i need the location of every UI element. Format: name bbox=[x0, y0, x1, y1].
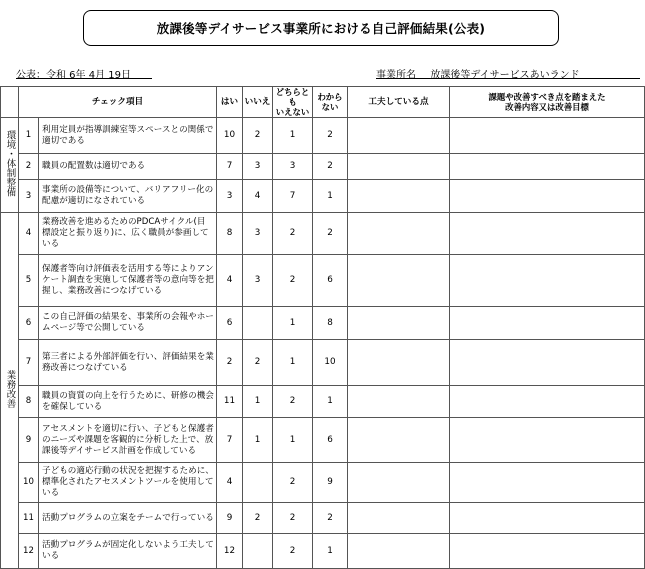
count-no: 2 bbox=[243, 503, 273, 534]
check-item-text: 子どもの適応行動の状況を把握するために、標準化されたアセスメントツールを使用している bbox=[39, 463, 217, 503]
table-header-row bbox=[1, 87, 645, 118]
count-yes: 2 bbox=[217, 340, 243, 386]
count-yes: 4 bbox=[217, 463, 243, 503]
count-unknown: 2 bbox=[313, 154, 348, 180]
count-unknown: 1 bbox=[313, 180, 348, 213]
count-no: 3 bbox=[243, 213, 273, 255]
item-number: 8 bbox=[19, 386, 39, 418]
count-neither: 2 bbox=[273, 255, 313, 307]
item-number: 11 bbox=[19, 503, 39, 534]
count-no: 4 bbox=[243, 180, 273, 213]
count-yes: 9 bbox=[217, 503, 243, 534]
table-row bbox=[1, 340, 645, 386]
count-yes: 12 bbox=[217, 534, 243, 569]
count-yes: 8 bbox=[217, 213, 243, 255]
check-item-text: アセスメントを適切に行い、子どもと保護者のニーズや課題を客観的に分析した上で、放課後等デイサービス計画を作成している bbox=[39, 418, 217, 463]
efforts-cell bbox=[348, 154, 450, 180]
table-row bbox=[1, 255, 645, 307]
category-text: 環境・体制整備 bbox=[4, 129, 16, 197]
category-label bbox=[1, 213, 19, 569]
count-neither: 2 bbox=[273, 386, 313, 418]
table-row bbox=[1, 418, 645, 463]
count-unknown: 6 bbox=[313, 418, 348, 463]
category-label bbox=[1, 118, 19, 213]
header-no: いいえ bbox=[243, 87, 273, 118]
check-item-text: 第三者による外部評価を行い、評価結果を業務改善につなげている bbox=[39, 340, 217, 386]
check-item-text: 職員の資質の向上を行うために、研修の機会を確保している bbox=[39, 386, 217, 418]
efforts-cell bbox=[348, 180, 450, 213]
facility-label: 事業所名 bbox=[376, 70, 416, 81]
header-blank bbox=[1, 87, 19, 118]
published-underline bbox=[16, 78, 152, 79]
table-row bbox=[1, 213, 645, 255]
item-number: 9 bbox=[19, 418, 39, 463]
count-unknown: 6 bbox=[313, 255, 348, 307]
header-issues: 課題や改善すべき点を踏まえた 改善内容又は改善目標 bbox=[450, 87, 645, 118]
count-yes: 7 bbox=[217, 154, 243, 180]
header-check-item: チェック項目 bbox=[19, 87, 217, 118]
check-item-text: 職員の配置数は適切である bbox=[39, 154, 217, 180]
item-number: 7 bbox=[19, 340, 39, 386]
count-neither: 1 bbox=[273, 340, 313, 386]
count-no: 1 bbox=[243, 386, 273, 418]
check-item-text: この自己評価の結果を、事業所の会報やホームページ等で公開している bbox=[39, 307, 217, 340]
issues-cell bbox=[450, 154, 645, 180]
count-neither: 1 bbox=[273, 118, 313, 154]
table-row bbox=[1, 307, 645, 340]
count-no: 2 bbox=[243, 118, 273, 154]
table-row bbox=[1, 154, 645, 180]
table-row bbox=[1, 180, 645, 213]
header-neither: どちらとも いえない bbox=[273, 87, 313, 118]
facility-name: 放課後等デイサービスあいランド bbox=[430, 70, 580, 81]
efforts-cell bbox=[348, 503, 450, 534]
count-no bbox=[243, 534, 273, 569]
efforts-cell bbox=[348, 534, 450, 569]
count-unknown: 8 bbox=[313, 307, 348, 340]
item-number: 1 bbox=[19, 118, 39, 154]
count-unknown: 9 bbox=[313, 463, 348, 503]
count-neither: 2 bbox=[273, 463, 313, 503]
count-neither: 1 bbox=[273, 307, 313, 340]
efforts-cell bbox=[348, 255, 450, 307]
count-no bbox=[243, 307, 273, 340]
issues-cell bbox=[450, 118, 645, 154]
table-row bbox=[1, 386, 645, 418]
item-number: 5 bbox=[19, 255, 39, 307]
count-no: 1 bbox=[243, 418, 273, 463]
issues-cell bbox=[450, 534, 645, 569]
efforts-cell bbox=[348, 213, 450, 255]
count-no: 2 bbox=[243, 340, 273, 386]
count-yes: 11 bbox=[217, 386, 243, 418]
issues-cell bbox=[450, 418, 645, 463]
count-neither: 2 bbox=[273, 534, 313, 569]
header-unknown: わから ない bbox=[313, 87, 348, 118]
item-number: 10 bbox=[19, 463, 39, 503]
count-yes: 6 bbox=[217, 307, 243, 340]
issues-cell bbox=[450, 503, 645, 534]
count-unknown: 10 bbox=[313, 340, 348, 386]
count-no bbox=[243, 463, 273, 503]
count-neither: 1 bbox=[273, 418, 313, 463]
count-unknown: 2 bbox=[313, 213, 348, 255]
issues-cell bbox=[450, 386, 645, 418]
efforts-cell bbox=[348, 307, 450, 340]
count-yes: 7 bbox=[217, 418, 243, 463]
item-number: 4 bbox=[19, 213, 39, 255]
count-neither: 2 bbox=[273, 213, 313, 255]
count-no: 3 bbox=[243, 154, 273, 180]
efforts-cell bbox=[348, 463, 450, 503]
table-row bbox=[1, 534, 645, 569]
efforts-cell bbox=[348, 418, 450, 463]
issues-cell bbox=[450, 463, 645, 503]
count-unknown: 1 bbox=[313, 386, 348, 418]
count-neither: 7 bbox=[273, 180, 313, 213]
count-unknown: 1 bbox=[313, 534, 348, 569]
issues-cell bbox=[450, 213, 645, 255]
count-no: 3 bbox=[243, 255, 273, 307]
category-text: 業務改善 bbox=[4, 369, 16, 408]
item-number: 2 bbox=[19, 154, 39, 180]
table-row bbox=[1, 463, 645, 503]
check-item-text: 利用定員が指導訓練室等スペースとの関係で適切である bbox=[39, 118, 217, 154]
page-title-box bbox=[83, 10, 559, 46]
item-number: 6 bbox=[19, 307, 39, 340]
count-unknown: 2 bbox=[313, 118, 348, 154]
published-date: 公表：令和 6年 4月 19日 bbox=[16, 70, 131, 81]
count-yes: 4 bbox=[217, 255, 243, 307]
table-row bbox=[1, 503, 645, 534]
page-title: 放課後等デイサービス事業所における自己評価結果(公表) bbox=[156, 21, 486, 36]
count-neither: 2 bbox=[273, 503, 313, 534]
check-item-text: 活動プログラムが固定化しないよう工夫している bbox=[39, 534, 217, 569]
header-yes: はい bbox=[217, 87, 243, 118]
count-yes: 3 bbox=[217, 180, 243, 213]
table-row bbox=[1, 118, 645, 154]
issues-cell bbox=[450, 340, 645, 386]
issues-cell bbox=[450, 307, 645, 340]
count-unknown: 2 bbox=[313, 503, 348, 534]
check-item-text: 業務改善を進めるためのPDCAサイクル(目標設定と振り返り)に、広く職員が参画している bbox=[39, 213, 217, 255]
check-item-text: 活動プログラムの立案をチームで行っている bbox=[39, 503, 217, 534]
item-number: 3 bbox=[19, 180, 39, 213]
efforts-cell bbox=[348, 118, 450, 154]
header-efforts: 工夫している点 bbox=[348, 87, 450, 118]
efforts-cell bbox=[348, 386, 450, 418]
count-neither: 3 bbox=[273, 154, 313, 180]
evaluation-table bbox=[0, 86, 645, 569]
facility-underline bbox=[376, 78, 640, 79]
issues-cell bbox=[450, 255, 645, 307]
check-item-text: 保護者等向け評価表を活用する等によりアンケート調査を実施して保護者等の意向等を把握し、業務改善につなげている bbox=[39, 255, 217, 307]
issues-cell bbox=[450, 180, 645, 213]
efforts-cell bbox=[348, 340, 450, 386]
count-yes: 10 bbox=[217, 118, 243, 154]
check-item-text: 事業所の設備等について、バリアフリー化の配慮が適切になされている bbox=[39, 180, 217, 213]
item-number: 12 bbox=[19, 534, 39, 569]
